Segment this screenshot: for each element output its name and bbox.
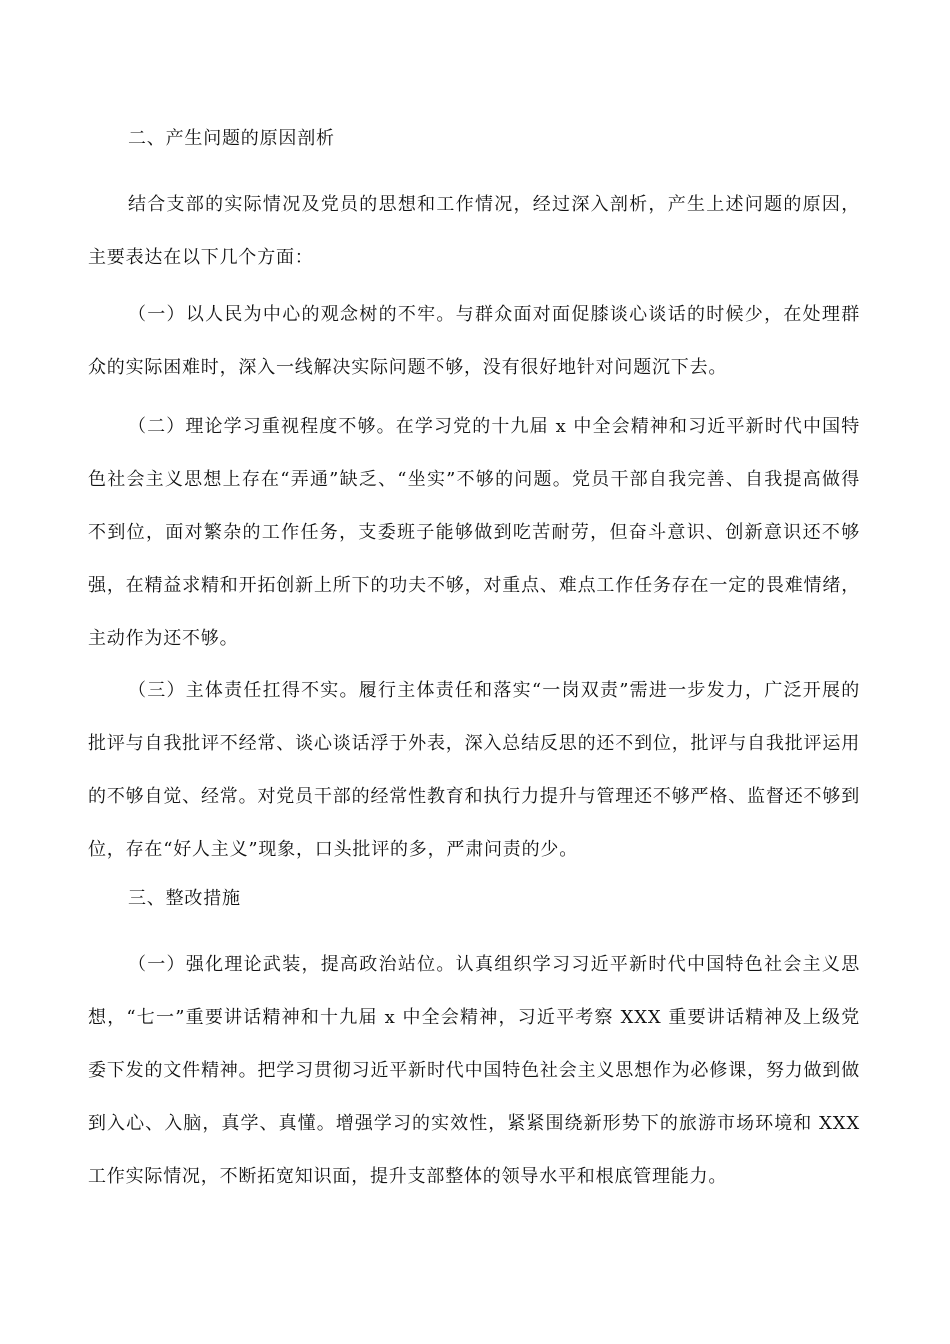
- section-2-item-2-paragraph: （二）理论学习重视程度不够。在学习党的十九届 x 中全会精神和习近平新时代中国特色社会主义思想上存在“弄通”缺乏、“坐实”不够的问题。党员干部自我完善、自我提高做得不到位，面对繁杂的工作任务，支委班子能够做到吃苦耐劳，但奋斗意识、创新意识还不够强，在精益求精和开拓创新上所下的功夫不够，对重点、难点工作任务存在一定的畏难情绪，主动作为还不够。: [88, 416, 860, 649]
- section-2-intro-paragraph: 结合支部的实际情况及党员的思想和工作情况，经过深入剖析，产生上述问题的原因，主要表达在以下几个方面：: [88, 194, 860, 268]
- section-3-heading: 三、整改措施: [128, 888, 241, 909]
- section-3-item-1-paragraph: （一）强化理论武装，提高政治站位。认真组织学习习近平新时代中国特色社会主义思想，“七一”重要讲话精神和十九届 x 中全会精神，习近平考察 XXX 重要讲话精神及上级党委下发的文件精神。把学习贯彻习近平新时代中国特色社会主义思想作为必修课，努力做到做到入心、入脑，真学、真懂。增强学习的实效性，紧紧围绕新形势下的旅游市场环境和 XXX 工作实际情况，不断拓宽知识面，提升支部整体的领导水平和根底管理能力。: [88, 954, 860, 1187]
- section-2-item-1-paragraph: （一）以人民为中心的观念树的不牢。与群众面对面促膝谈心谈话的时候少，在处理群众的实际困难时，深入一线解决实际问题不够，没有很好地针对问题沉下去。: [88, 304, 860, 378]
- section-2-heading: 二、产生问题的原因剖析: [128, 128, 335, 149]
- section-2-item-3-paragraph: （三）主体责任扛得不实。履行主体责任和落实“一岗双责”需进一步发力，广泛开展的批评与自我批评不经常、谈心谈话浮于外表，深入总结反思的还不到位，批评与自我批评运用的不够自觉、经常。对党员干部的经常性教育和执行力提升与管理还不够严格、监督还不够到位，存在“好人主义”现象，口头批评的多，严肃问责的少。: [88, 680, 860, 860]
